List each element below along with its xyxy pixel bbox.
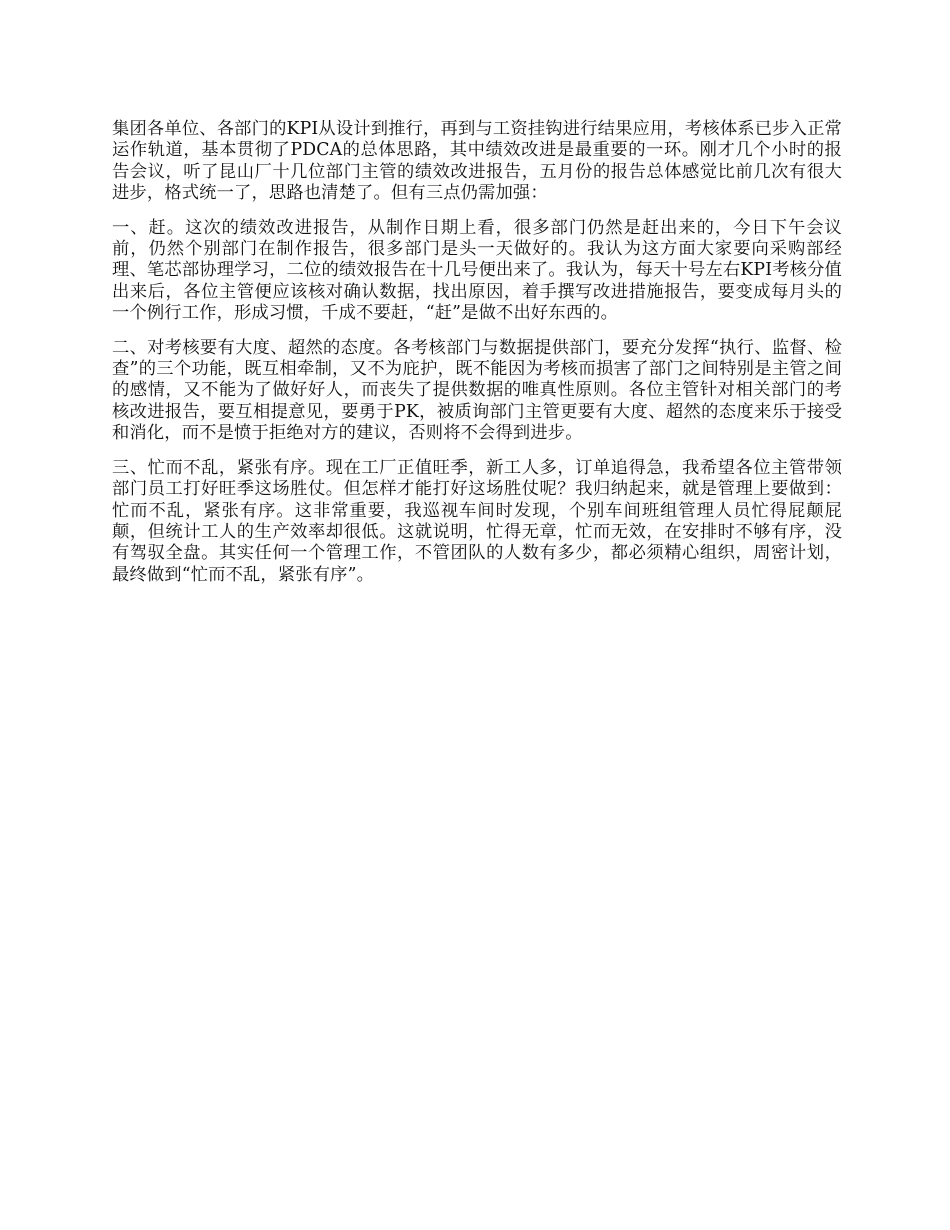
paragraph-point-two: 二、对考核要有大度、超然的态度。各考核部门与数据提供部门，要充分发挥“执行、监督、检查”的三个功能，既互相牵制，又不为庇护，既不能因为考核而损害了部门之间特别是主管之间的感情，又不能为了做好好人，而丧失了提供数据的唯真性原则。各位主管针对相关部门的考核改进报告，要互相提意见，要勇于PK，被质询部门主管更要有大度、超然的态度来乐于接受和消化，而不是愤于拒绝对方的建议，否则将不会得到进步。 bbox=[112, 337, 842, 444]
paragraph-point-three: 三、忙而不乱，紧张有序。现在工厂正值旺季，新工人多，订单追得急，我希望各位主管带领部门员工打好旺季这场胜仗。但怎样才能打好这场胜仗呢？我归纳起来，就是管理上要做到：忙而不乱，紧张有序。这非常重要，我巡视车间时发现，个别车间班组管理人员忙得屁颠屁颠，但统计工人的生产效率却很低。这就说明，忙得无章，忙而无效，在安排时不够有序，没有驾驭全盘。其实任何一个管理工作，不管团队的人数有多少，都必须精心组织，周密计划，最终做到“忙而不乱，紧张有序”。 bbox=[112, 457, 842, 585]
document-body bbox=[112, 119, 842, 599]
paragraph-intro: 集团各单位、各部门的KPI从设计到推行，再到与工资挂钩进行结果应用，考核体系已步入正常运作轨道，基本贯彻了PDCA的总体思路，其中绩效改进是最重要的一环。刚才几个小时的报告会议，听了昆山厂十几位部门主管的绩效改进报告，五月份的报告总体感觉比前几次有很大进步，格式统一了，思路也清楚了。但有三点仍需加强： bbox=[112, 119, 842, 204]
paragraph-point-one: 一、赶。这次的绩效改进报告，从制作日期上看，很多部门仍然是赶出来的，今日下午会议前，仍然个别部门在制作报告，很多部门是头一天做好的。我认为这方面大家要向采购部经理、笔芯部协理学习，二位的绩效报告在十几号便出来了。我认为，每天十号左右KPI考核分值出来后，各位主管便应该核对确认数据，找出原因，着手撰写改进措施报告，要变成每月头的一个例行工作，形成习惯，千成不要赶，“赶”是做不出好东西的。 bbox=[112, 217, 842, 324]
